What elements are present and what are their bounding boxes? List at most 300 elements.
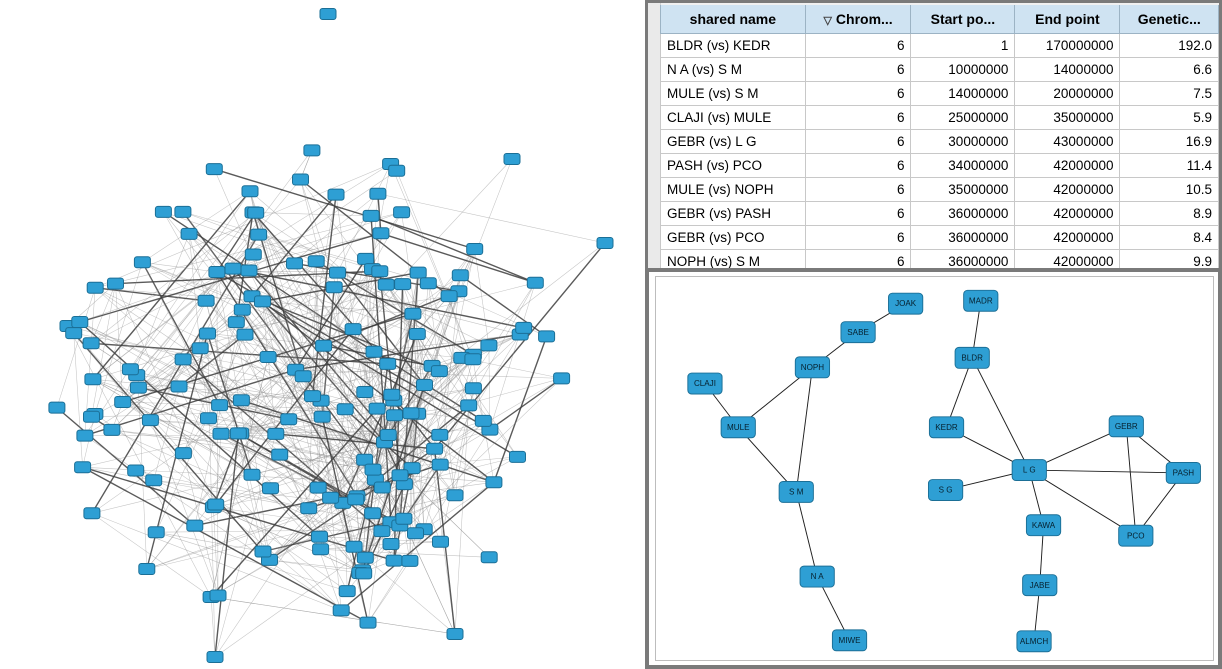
- network-node-shape[interactable]: [475, 415, 491, 426]
- network-node[interactable]: [1026, 515, 1060, 536]
- network-node[interactable]: [929, 417, 963, 438]
- column-header-shared-name[interactable]: [661, 5, 806, 34]
- network-node[interactable]: [304, 145, 320, 156]
- network-node-shape[interactable]: [832, 630, 866, 651]
- cell-chromosome[interactable]: 6: [805, 106, 911, 130]
- network-node-shape[interactable]: [134, 257, 150, 268]
- network-node[interactable]: [433, 536, 449, 547]
- network-node[interactable]: [467, 244, 483, 255]
- network-node-shape[interactable]: [128, 465, 144, 476]
- cell-chromosome[interactable]: 6: [805, 226, 911, 250]
- cell-genetic[interactable]: 16.9: [1120, 130, 1219, 154]
- network-node-shape[interactable]: [212, 400, 228, 411]
- network-node-shape[interactable]: [84, 508, 100, 519]
- edge-table-panel[interactable]: [645, 0, 1222, 268]
- network-node[interactable]: [308, 256, 324, 267]
- network-node[interactable]: [346, 541, 362, 552]
- cell-start-point[interactable]: 25000000: [911, 106, 1015, 130]
- network-node[interactable]: [201, 413, 217, 424]
- network-node-shape[interactable]: [313, 544, 329, 555]
- network-node-shape[interactable]: [181, 228, 197, 239]
- network-node-shape[interactable]: [386, 555, 402, 566]
- network-node[interactable]: [1119, 525, 1153, 546]
- table-row[interactable]: [661, 226, 1219, 250]
- network-node-shape[interactable]: [171, 381, 187, 392]
- network-node[interactable]: [251, 229, 267, 240]
- network-node-shape[interactable]: [955, 347, 989, 368]
- network-node[interactable]: [527, 277, 543, 288]
- network-node-shape[interactable]: [175, 354, 191, 365]
- network-edge[interactable]: [74, 333, 83, 467]
- network-node-shape[interactable]: [447, 629, 463, 640]
- network-node[interactable]: [1012, 460, 1046, 481]
- network-node[interactable]: [77, 430, 93, 441]
- network-node-shape[interactable]: [104, 424, 120, 435]
- network-node-shape[interactable]: [272, 449, 288, 460]
- network-node-shape[interactable]: [403, 408, 419, 419]
- network-node[interactable]: [104, 424, 120, 435]
- network-node[interactable]: [66, 328, 82, 339]
- network-node[interactable]: [441, 291, 457, 302]
- network-node[interactable]: [316, 340, 332, 351]
- network-node[interactable]: [405, 308, 421, 319]
- network-view-subnetwork[interactable]: [645, 268, 1222, 669]
- network-node-shape[interactable]: [187, 520, 203, 531]
- network-node-shape[interactable]: [245, 249, 261, 260]
- network-node[interactable]: [84, 508, 100, 519]
- network-node-shape[interactable]: [293, 174, 309, 185]
- cell-start-point[interactable]: 36000000: [911, 250, 1015, 269]
- network-node-shape[interactable]: [800, 566, 834, 587]
- network-node-shape[interactable]: [155, 206, 171, 217]
- network-node-shape[interactable]: [241, 265, 257, 276]
- network-node[interactable]: [1017, 631, 1051, 652]
- network-node[interactable]: [244, 469, 260, 480]
- network-node-shape[interactable]: [316, 340, 332, 351]
- network-node-shape[interactable]: [357, 387, 373, 398]
- network-node-shape[interactable]: [268, 428, 284, 439]
- network-node[interactable]: [146, 475, 162, 486]
- network-node[interactable]: [175, 206, 191, 217]
- network-node-shape[interactable]: [192, 343, 208, 354]
- network-node[interactable]: [212, 400, 228, 411]
- network-node-shape[interactable]: [207, 652, 223, 663]
- network-node[interactable]: [130, 382, 146, 393]
- network-node-shape[interactable]: [346, 541, 362, 552]
- network-node-shape[interactable]: [1026, 515, 1060, 536]
- network-node[interactable]: [384, 389, 400, 400]
- network-node[interactable]: [403, 408, 419, 419]
- network-node[interactable]: [539, 331, 555, 342]
- network-node[interactable]: [841, 322, 875, 343]
- network-node-shape[interactable]: [447, 490, 463, 501]
- network-node[interactable]: [181, 228, 197, 239]
- cell-shared-name[interactable]: GEBR (vs) L G: [661, 130, 806, 154]
- network-node[interactable]: [383, 539, 399, 550]
- network-node[interactable]: [330, 267, 346, 278]
- column-header-chromosome[interactable]: [805, 5, 911, 34]
- network-node[interactable]: [486, 477, 502, 488]
- network-node-shape[interactable]: [378, 279, 394, 290]
- network-node[interactable]: [408, 528, 424, 539]
- network-node-shape[interactable]: [260, 352, 276, 363]
- network-node[interactable]: [1109, 416, 1143, 437]
- network-node[interactable]: [328, 189, 344, 200]
- network-node-shape[interactable]: [889, 293, 923, 314]
- network-node[interactable]: [410, 267, 426, 278]
- network-node[interactable]: [155, 206, 171, 217]
- network-edge[interactable]: [213, 507, 363, 573]
- network-edge[interactable]: [490, 378, 562, 429]
- network-edge[interactable]: [972, 358, 1029, 470]
- network-node[interactable]: [281, 414, 297, 425]
- network-node[interactable]: [516, 322, 532, 333]
- network-node[interactable]: [287, 258, 303, 269]
- network-node[interactable]: [128, 465, 144, 476]
- network-node[interactable]: [49, 402, 65, 413]
- network-node[interactable]: [447, 629, 463, 640]
- cell-shared-name[interactable]: GEBR (vs) PASH: [661, 202, 806, 226]
- network-node-shape[interactable]: [369, 403, 385, 414]
- cell-end-point[interactable]: 170000000: [1015, 34, 1120, 58]
- network-node-shape[interactable]: [1166, 462, 1200, 483]
- network-node-shape[interactable]: [233, 395, 249, 406]
- network-node[interactable]: [964, 290, 998, 311]
- network-node-shape[interactable]: [366, 346, 382, 357]
- network-node[interactable]: [481, 552, 497, 563]
- network-node[interactable]: [148, 527, 164, 538]
- network-edge[interactable]: [796, 492, 817, 577]
- network-node-shape[interactable]: [237, 329, 253, 340]
- network-node[interactable]: [228, 317, 244, 328]
- network-node[interactable]: [832, 630, 866, 651]
- network-node[interactable]: [171, 381, 187, 392]
- network-node-shape[interactable]: [330, 267, 346, 278]
- network-node-shape[interactable]: [481, 340, 497, 351]
- network-node[interactable]: [142, 415, 158, 426]
- cell-shared-name[interactable]: GEBR (vs) PCO: [661, 226, 806, 250]
- network-node-shape[interactable]: [206, 164, 222, 175]
- network-node-shape[interactable]: [1012, 460, 1046, 481]
- network-node-shape[interactable]: [122, 364, 138, 375]
- network-node-shape[interactable]: [387, 410, 403, 421]
- network-node[interactable]: [209, 267, 225, 278]
- network-node-shape[interactable]: [467, 244, 483, 255]
- network-node-shape[interactable]: [964, 290, 998, 311]
- network-node[interactable]: [1023, 575, 1057, 596]
- network-node-shape[interactable]: [504, 154, 520, 165]
- network-node-shape[interactable]: [328, 189, 344, 200]
- network-node-shape[interactable]: [402, 555, 418, 566]
- network-node[interactable]: [373, 228, 389, 239]
- network-node[interactable]: [365, 508, 381, 519]
- cell-chromosome[interactable]: 6: [805, 202, 911, 226]
- network-node-shape[interactable]: [510, 451, 526, 462]
- network-subnetwork-nodes[interactable]: [688, 290, 1201, 651]
- network-edge[interactable]: [200, 348, 360, 573]
- cell-end-point[interactable]: 42000000: [1015, 250, 1120, 269]
- network-node-shape[interactable]: [348, 494, 364, 505]
- cell-shared-name[interactable]: NOPH (vs) S M: [661, 250, 806, 269]
- network-node-shape[interactable]: [356, 568, 372, 579]
- network-node[interactable]: [313, 544, 329, 555]
- network-node-shape[interactable]: [358, 253, 374, 264]
- network-node[interactable]: [200, 328, 216, 339]
- network-edge[interactable]: [250, 191, 303, 376]
- network-node-shape[interactable]: [432, 429, 448, 440]
- table-row[interactable]: [661, 202, 1219, 226]
- network-node-shape[interactable]: [312, 531, 328, 542]
- network-node-shape[interactable]: [405, 308, 421, 319]
- network-node[interactable]: [554, 373, 570, 384]
- network-node-shape[interactable]: [255, 546, 271, 557]
- network-node[interactable]: [420, 278, 436, 289]
- network-node[interactable]: [263, 483, 279, 494]
- cell-shared-name[interactable]: MULE (vs) S M: [661, 82, 806, 106]
- network-node-shape[interactable]: [75, 462, 91, 473]
- network-node-shape[interactable]: [929, 417, 963, 438]
- network-node-shape[interactable]: [201, 413, 217, 424]
- network-edge[interactable]: [353, 159, 512, 329]
- network-node[interactable]: [357, 387, 373, 398]
- network-node[interactable]: [465, 354, 481, 365]
- cell-shared-name[interactable]: CLAJI (vs) MULE: [661, 106, 806, 130]
- network-node[interactable]: [504, 154, 520, 165]
- network-node[interactable]: [208, 499, 224, 510]
- network-node-shape[interactable]: [130, 382, 146, 393]
- network-node[interactable]: [225, 263, 241, 274]
- cell-end-point[interactable]: 14000000: [1015, 58, 1120, 82]
- network-node[interactable]: [392, 470, 408, 481]
- network-node-shape[interactable]: [431, 366, 447, 377]
- network-node-shape[interactable]: [320, 9, 336, 20]
- network-node-shape[interactable]: [420, 278, 436, 289]
- network-edge[interactable]: [1029, 470, 1183, 473]
- network-node[interactable]: [510, 451, 526, 462]
- network-node-shape[interactable]: [142, 415, 158, 426]
- network-node-shape[interactable]: [396, 513, 412, 524]
- column-header-genetic[interactable]: [1120, 5, 1219, 34]
- network-node-shape[interactable]: [301, 503, 317, 514]
- cell-end-point[interactable]: 42000000: [1015, 202, 1120, 226]
- cell-shared-name[interactable]: MULE (vs) NOPH: [661, 178, 806, 202]
- network-node[interactable]: [245, 249, 261, 260]
- network-node[interactable]: [75, 462, 91, 473]
- network-node-shape[interactable]: [417, 380, 433, 391]
- network-node-shape[interactable]: [108, 278, 124, 289]
- edge-table-body[interactable]: [661, 34, 1219, 269]
- network-node-shape[interactable]: [248, 207, 264, 218]
- network-node[interactable]: [72, 317, 88, 328]
- network-node[interactable]: [242, 186, 258, 197]
- table-row[interactable]: [661, 34, 1219, 58]
- network-node-shape[interactable]: [85, 374, 101, 385]
- cell-chromosome[interactable]: 6: [805, 250, 911, 269]
- network-node[interactable]: [370, 188, 386, 199]
- filter-icon[interactable]: ▽: [823, 14, 832, 27]
- network-node-shape[interactable]: [427, 443, 443, 454]
- column-header-start-point[interactable]: [911, 5, 1015, 34]
- network-node-shape[interactable]: [304, 145, 320, 156]
- cell-genetic[interactable]: 5.9: [1120, 106, 1219, 130]
- network-node[interactable]: [207, 652, 223, 663]
- network-node[interactable]: [465, 383, 481, 394]
- network-node[interactable]: [357, 552, 373, 563]
- network-node[interactable]: [389, 165, 405, 176]
- network-node-shape[interactable]: [115, 397, 131, 408]
- cell-start-point[interactable]: 35000000: [911, 178, 1015, 202]
- network-node-shape[interactable]: [394, 207, 410, 218]
- network-node[interactable]: [378, 279, 394, 290]
- cell-shared-name[interactable]: N A (vs) S M: [661, 58, 806, 82]
- table-row[interactable]: [661, 250, 1219, 269]
- network-node[interactable]: [326, 282, 342, 293]
- network-node[interactable]: [372, 266, 388, 277]
- cell-genetic[interactable]: 11.4: [1120, 154, 1219, 178]
- network-node-shape[interactable]: [49, 402, 65, 413]
- network-node-shape[interactable]: [409, 329, 425, 340]
- cell-chromosome[interactable]: 6: [805, 154, 911, 178]
- network-node[interactable]: [314, 411, 330, 422]
- network-node-shape[interactable]: [395, 279, 411, 290]
- network-node[interactable]: [210, 590, 226, 601]
- cell-start-point[interactable]: 1: [911, 34, 1015, 58]
- column-header-end-point[interactable]: [1015, 5, 1120, 34]
- network-node[interactable]: [380, 358, 396, 369]
- network-node[interactable]: [447, 490, 463, 501]
- network-node[interactable]: [333, 605, 349, 616]
- network-node-shape[interactable]: [384, 389, 400, 400]
- network-node-shape[interactable]: [339, 586, 355, 597]
- network-node-shape[interactable]: [357, 552, 373, 563]
- network-node[interactable]: [268, 428, 284, 439]
- network-node[interactable]: [320, 9, 336, 20]
- network-node[interactable]: [356, 568, 372, 579]
- network-node-shape[interactable]: [370, 188, 386, 199]
- network-node[interactable]: [348, 494, 364, 505]
- network-node[interactable]: [139, 564, 155, 575]
- network-node[interactable]: [409, 329, 425, 340]
- network-node-shape[interactable]: [410, 267, 426, 278]
- table-row[interactable]: [661, 178, 1219, 202]
- network-node[interactable]: [122, 364, 138, 375]
- cell-start-point[interactable]: 36000000: [911, 226, 1015, 250]
- cell-genetic[interactable]: 192.0: [1120, 34, 1219, 58]
- network-node-shape[interactable]: [516, 322, 532, 333]
- network-node[interactable]: [248, 207, 264, 218]
- network-node[interactable]: [295, 371, 311, 382]
- network-node[interactable]: [417, 380, 433, 391]
- network-node[interactable]: [380, 430, 396, 441]
- cell-end-point[interactable]: 20000000: [1015, 82, 1120, 106]
- network-node-shape[interactable]: [148, 527, 164, 538]
- network-node-shape[interactable]: [230, 428, 246, 439]
- cell-shared-name[interactable]: PASH (vs) PCO: [661, 154, 806, 178]
- network-node-shape[interactable]: [228, 317, 244, 328]
- network-node[interactable]: [928, 480, 962, 501]
- network-node[interactable]: [1166, 462, 1200, 483]
- cell-start-point[interactable]: 14000000: [911, 82, 1015, 106]
- network-node[interactable]: [345, 324, 361, 335]
- network-node[interactable]: [795, 357, 829, 378]
- network-node-shape[interactable]: [380, 358, 396, 369]
- network-node-shape[interactable]: [481, 552, 497, 563]
- network-node-shape[interactable]: [326, 282, 342, 293]
- network-node[interactable]: [312, 531, 328, 542]
- table-row[interactable]: [661, 82, 1219, 106]
- network-node-shape[interactable]: [360, 617, 376, 628]
- network-node[interactable]: [108, 278, 124, 289]
- network-node[interactable]: [115, 397, 131, 408]
- network-edge[interactable]: [490, 283, 535, 430]
- network-node-shape[interactable]: [432, 459, 448, 470]
- network-node[interactable]: [387, 410, 403, 421]
- network-node-shape[interactable]: [374, 526, 390, 537]
- cell-start-point[interactable]: 34000000: [911, 154, 1015, 178]
- table-row[interactable]: [661, 130, 1219, 154]
- cell-genetic[interactable]: 8.4: [1120, 226, 1219, 250]
- network-node-shape[interactable]: [234, 304, 250, 315]
- cell-genetic[interactable]: 9.9: [1120, 250, 1219, 269]
- table-row[interactable]: [661, 106, 1219, 130]
- network-node[interactable]: [234, 304, 250, 315]
- network-node[interactable]: [84, 411, 100, 422]
- network-node[interactable]: [339, 586, 355, 597]
- network-node-shape[interactable]: [263, 483, 279, 494]
- network-node[interactable]: [192, 343, 208, 354]
- cell-end-point[interactable]: 35000000: [1015, 106, 1120, 130]
- network-node-shape[interactable]: [452, 270, 468, 281]
- network-node-shape[interactable]: [84, 411, 100, 422]
- network-node-shape[interactable]: [213, 428, 229, 439]
- network-node[interactable]: [198, 295, 214, 306]
- network-node[interactable]: [955, 347, 989, 368]
- network-node[interactable]: [386, 555, 402, 566]
- network-node-shape[interactable]: [779, 481, 813, 502]
- network-node[interactable]: [213, 428, 229, 439]
- network-node-shape[interactable]: [198, 295, 214, 306]
- network-node-shape[interactable]: [310, 482, 326, 493]
- network-node-shape[interactable]: [323, 492, 339, 503]
- network-edge[interactable]: [796, 367, 812, 492]
- network-node-shape[interactable]: [372, 266, 388, 277]
- network-edge[interactable]: [378, 194, 605, 243]
- network-node[interactable]: [374, 482, 390, 493]
- network-full-nodes[interactable]: [49, 9, 613, 663]
- network-node-shape[interactable]: [721, 417, 755, 438]
- network-node-shape[interactable]: [281, 414, 297, 425]
- network-node-shape[interactable]: [527, 277, 543, 288]
- network-node-shape[interactable]: [255, 296, 271, 307]
- network-node-shape[interactable]: [373, 228, 389, 239]
- cell-chromosome[interactable]: 6: [805, 58, 911, 82]
- network-node[interactable]: [255, 546, 271, 557]
- network-node[interactable]: [260, 352, 276, 363]
- network-node[interactable]: [427, 443, 443, 454]
- network-node[interactable]: [241, 265, 257, 276]
- network-node[interactable]: [323, 492, 339, 503]
- cell-shared-name[interactable]: BLDR (vs) KEDR: [661, 34, 806, 58]
- network-node[interactable]: [175, 448, 191, 459]
- network-node[interactable]: [293, 174, 309, 185]
- network-node[interactable]: [337, 404, 353, 415]
- network-node[interactable]: [394, 207, 410, 218]
- network-node[interactable]: [230, 428, 246, 439]
- network-node[interactable]: [85, 374, 101, 385]
- network-node-shape[interactable]: [1017, 631, 1051, 652]
- network-node[interactable]: [175, 354, 191, 365]
- network-node[interactable]: [358, 253, 374, 264]
